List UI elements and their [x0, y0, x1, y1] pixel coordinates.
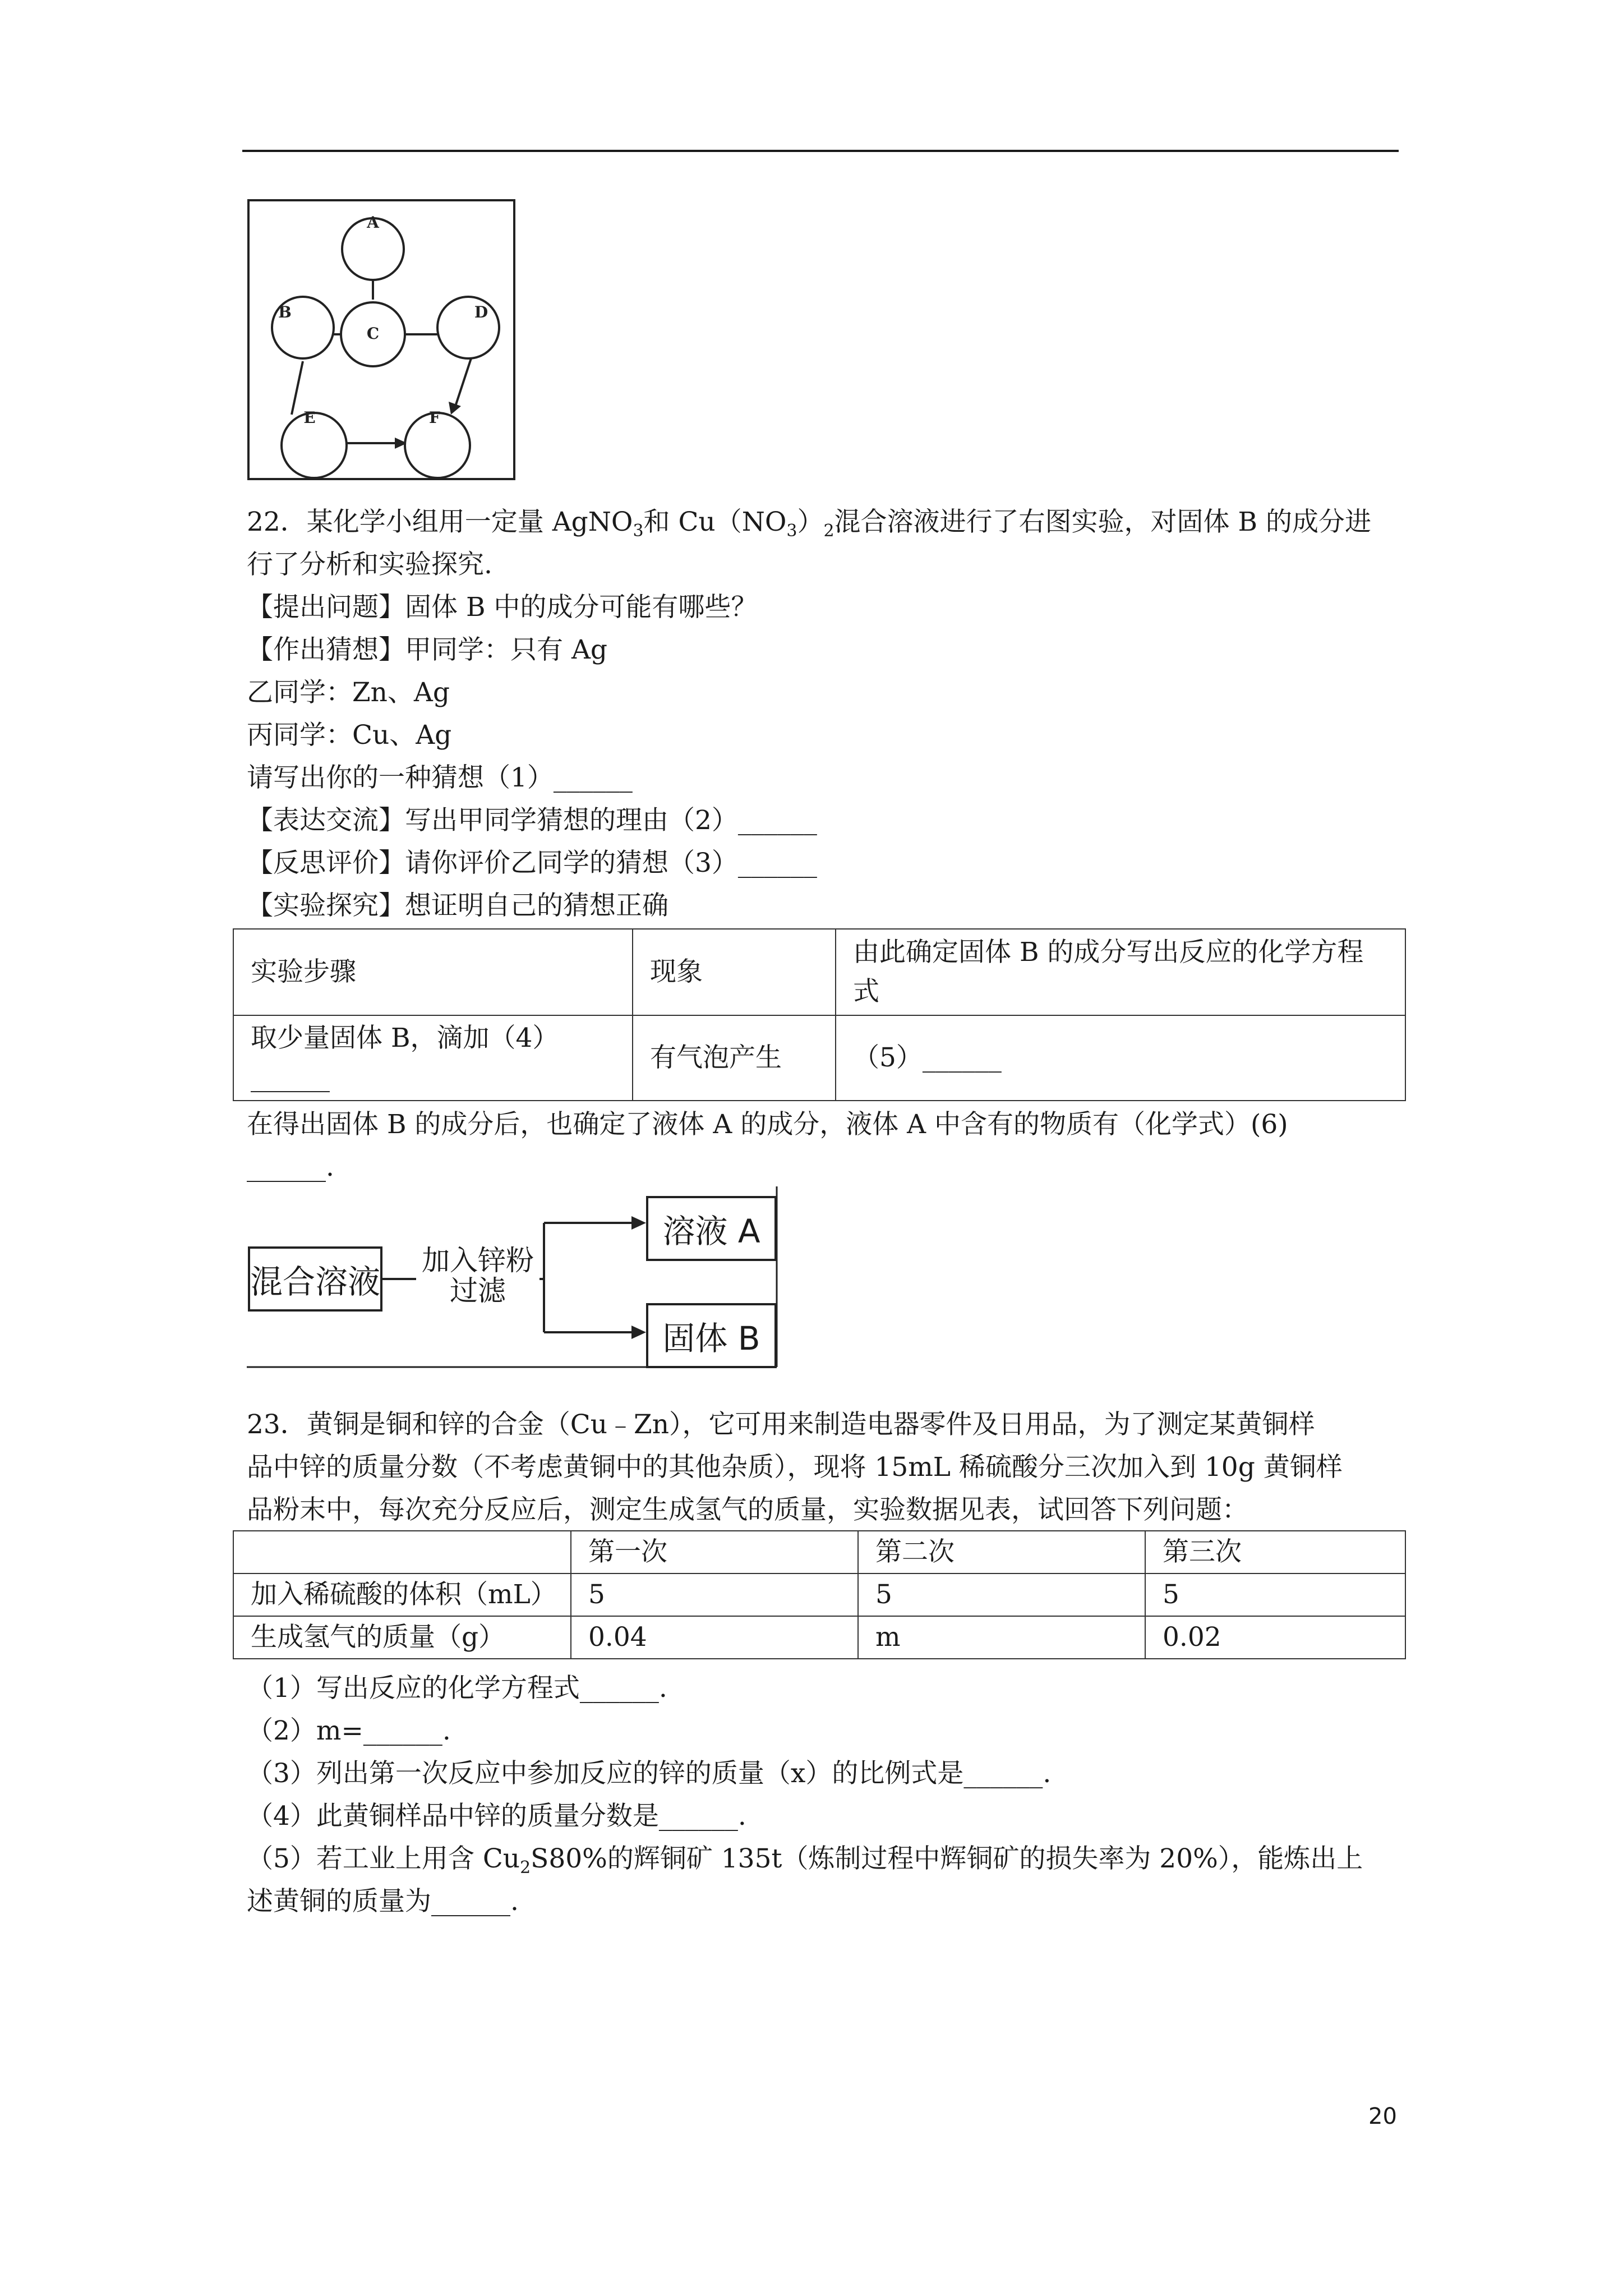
- q22-line7: 请写出你的一种猜想（1）______: [247, 762, 633, 793]
- q23-part5-cont: 述黄铜的质量为______.: [247, 1886, 519, 1917]
- q22-experiment-table: [233, 928, 1406, 1101]
- q23-row2-second: m: [858, 1616, 1145, 1659]
- q22-th-conclusion: 由此确定固体 B 的成分写出反应的化学方程 式: [836, 929, 1405, 1015]
- q23-part2: （2）m=______.: [247, 1715, 451, 1746]
- q23-row2-first: 0.04: [571, 1616, 858, 1659]
- label-b: B: [278, 303, 292, 321]
- q22-line10: 【实验探究】想证明自己的猜想正确: [247, 890, 668, 921]
- q22-line8: 【表达交流】写出甲同学猜想的理由（2）______: [247, 805, 817, 836]
- q22-line5: 乙同学：Zn、Ag: [247, 677, 450, 708]
- q22-th-steps: 实验步骤: [233, 929, 633, 1015]
- flow-solution-a-box: 溶液 A: [646, 1196, 777, 1261]
- label-e: E: [303, 408, 316, 427]
- q22-line2: 行了分析和实验探究.: [247, 549, 492, 580]
- label-f: F: [429, 408, 440, 427]
- q23-line1: 23．黄铜是铜和锌的合金（Cu﹣Zn），它可用来制造电器零件及日用品，为了测定某黄铜样: [247, 1409, 1315, 1440]
- q23-th-third: 第三次: [1145, 1531, 1405, 1573]
- page-number: 20: [1368, 2104, 1397, 2129]
- relation-diagram: [247, 199, 516, 481]
- q23-part4: （4）此黄铜样品中锌的质量分数是______.: [247, 1801, 746, 1832]
- q23-row1-second: 5: [858, 1573, 1145, 1616]
- q22-line6: 丙同学：Cu、Ag: [247, 720, 452, 751]
- q23-part5: （5）若工业上用含 $Cu_2S80\%$的辉铜矿 135t（炼制过程中辉铜矿的损失率为 20%），能炼出上: [247, 1843, 1363, 1878]
- q23-line2: 品中锌的质量分数（不考虑黄铜中的其他杂质），现将 15mL 稀硫酸分三次加入到 10g 黄铜样: [247, 1452, 1343, 1483]
- q23-th-second: 第二次: [858, 1531, 1145, 1573]
- q22-line1: 22．某化学小组用一定量 AgNO$_3$和 $Cu(NO_3)_2$混合溶液进行了右图实验，对固体 B 的成分进: [247, 507, 1371, 541]
- q23-line3: 品粉末中，每次充分反应后，测定生成氢气的质量，实验数据见表，试回答下列问题：: [247, 1494, 1248, 1525]
- q23-row1-label: 加入稀硫酸的体积（mL）: [233, 1573, 571, 1616]
- q22-line9: 【反思评价】请你评价乙同学的猜想（3）______: [247, 848, 817, 878]
- flow-operation-label: [416, 1245, 540, 1306]
- q23-part3: （3）列出第一次反应中参加反应的锌的质量（x）的比例式是______.: [247, 1758, 1052, 1789]
- flow-arrow-top: [631, 1216, 646, 1230]
- q23-th-first: 第一次: [571, 1531, 858, 1573]
- q22-line4: 【作出猜想】甲同学：只有 Ag: [247, 634, 607, 665]
- flow-op-filter: 过滤: [450, 1274, 506, 1307]
- label-a: A: [367, 213, 379, 232]
- q23-part1: （1）写出反应的化学方程式______.: [247, 1673, 667, 1704]
- flow-solid-b-box: 固体 B: [646, 1303, 777, 1368]
- q23-row2-label: 生成氢气的质量（g）: [233, 1616, 571, 1659]
- flow-op-add-zinc: 加入锌粉: [422, 1244, 534, 1277]
- q22-td-step1: 取少量固体 B，滴加（4） ______: [233, 1015, 633, 1101]
- q22-td-equation1: （5）______: [836, 1015, 1405, 1101]
- q22-td-phenomenon1: 有气泡产生: [633, 1015, 836, 1101]
- node-d: [437, 297, 499, 358]
- q23-th-blank: [233, 1531, 571, 1573]
- flow-mixed-solution-box: 混合溶液: [248, 1246, 382, 1312]
- q23-row2-third: 0.02: [1145, 1616, 1405, 1659]
- flow-arrow-bottom: [631, 1326, 646, 1339]
- q23-data-table: [233, 1530, 1406, 1659]
- q23-row1-third: 5: [1145, 1573, 1405, 1616]
- header-rule: [242, 150, 1399, 152]
- q22-after-line1: 在得出固体 B 的成分后，也确定了液体 A 的成分，液体 A 中含有的物质有（化学式）(6): [247, 1109, 1288, 1140]
- q22-th-phenomenon: 现象: [633, 929, 836, 1015]
- label-c: C: [366, 324, 380, 343]
- label-d: D: [474, 303, 488, 321]
- q23-row1-first: 5: [571, 1573, 858, 1616]
- q22-line3: 【提出问题】固体 B 中的成分可能有哪些？: [247, 592, 758, 623]
- q22-after-line2: ______.: [247, 1152, 334, 1182]
